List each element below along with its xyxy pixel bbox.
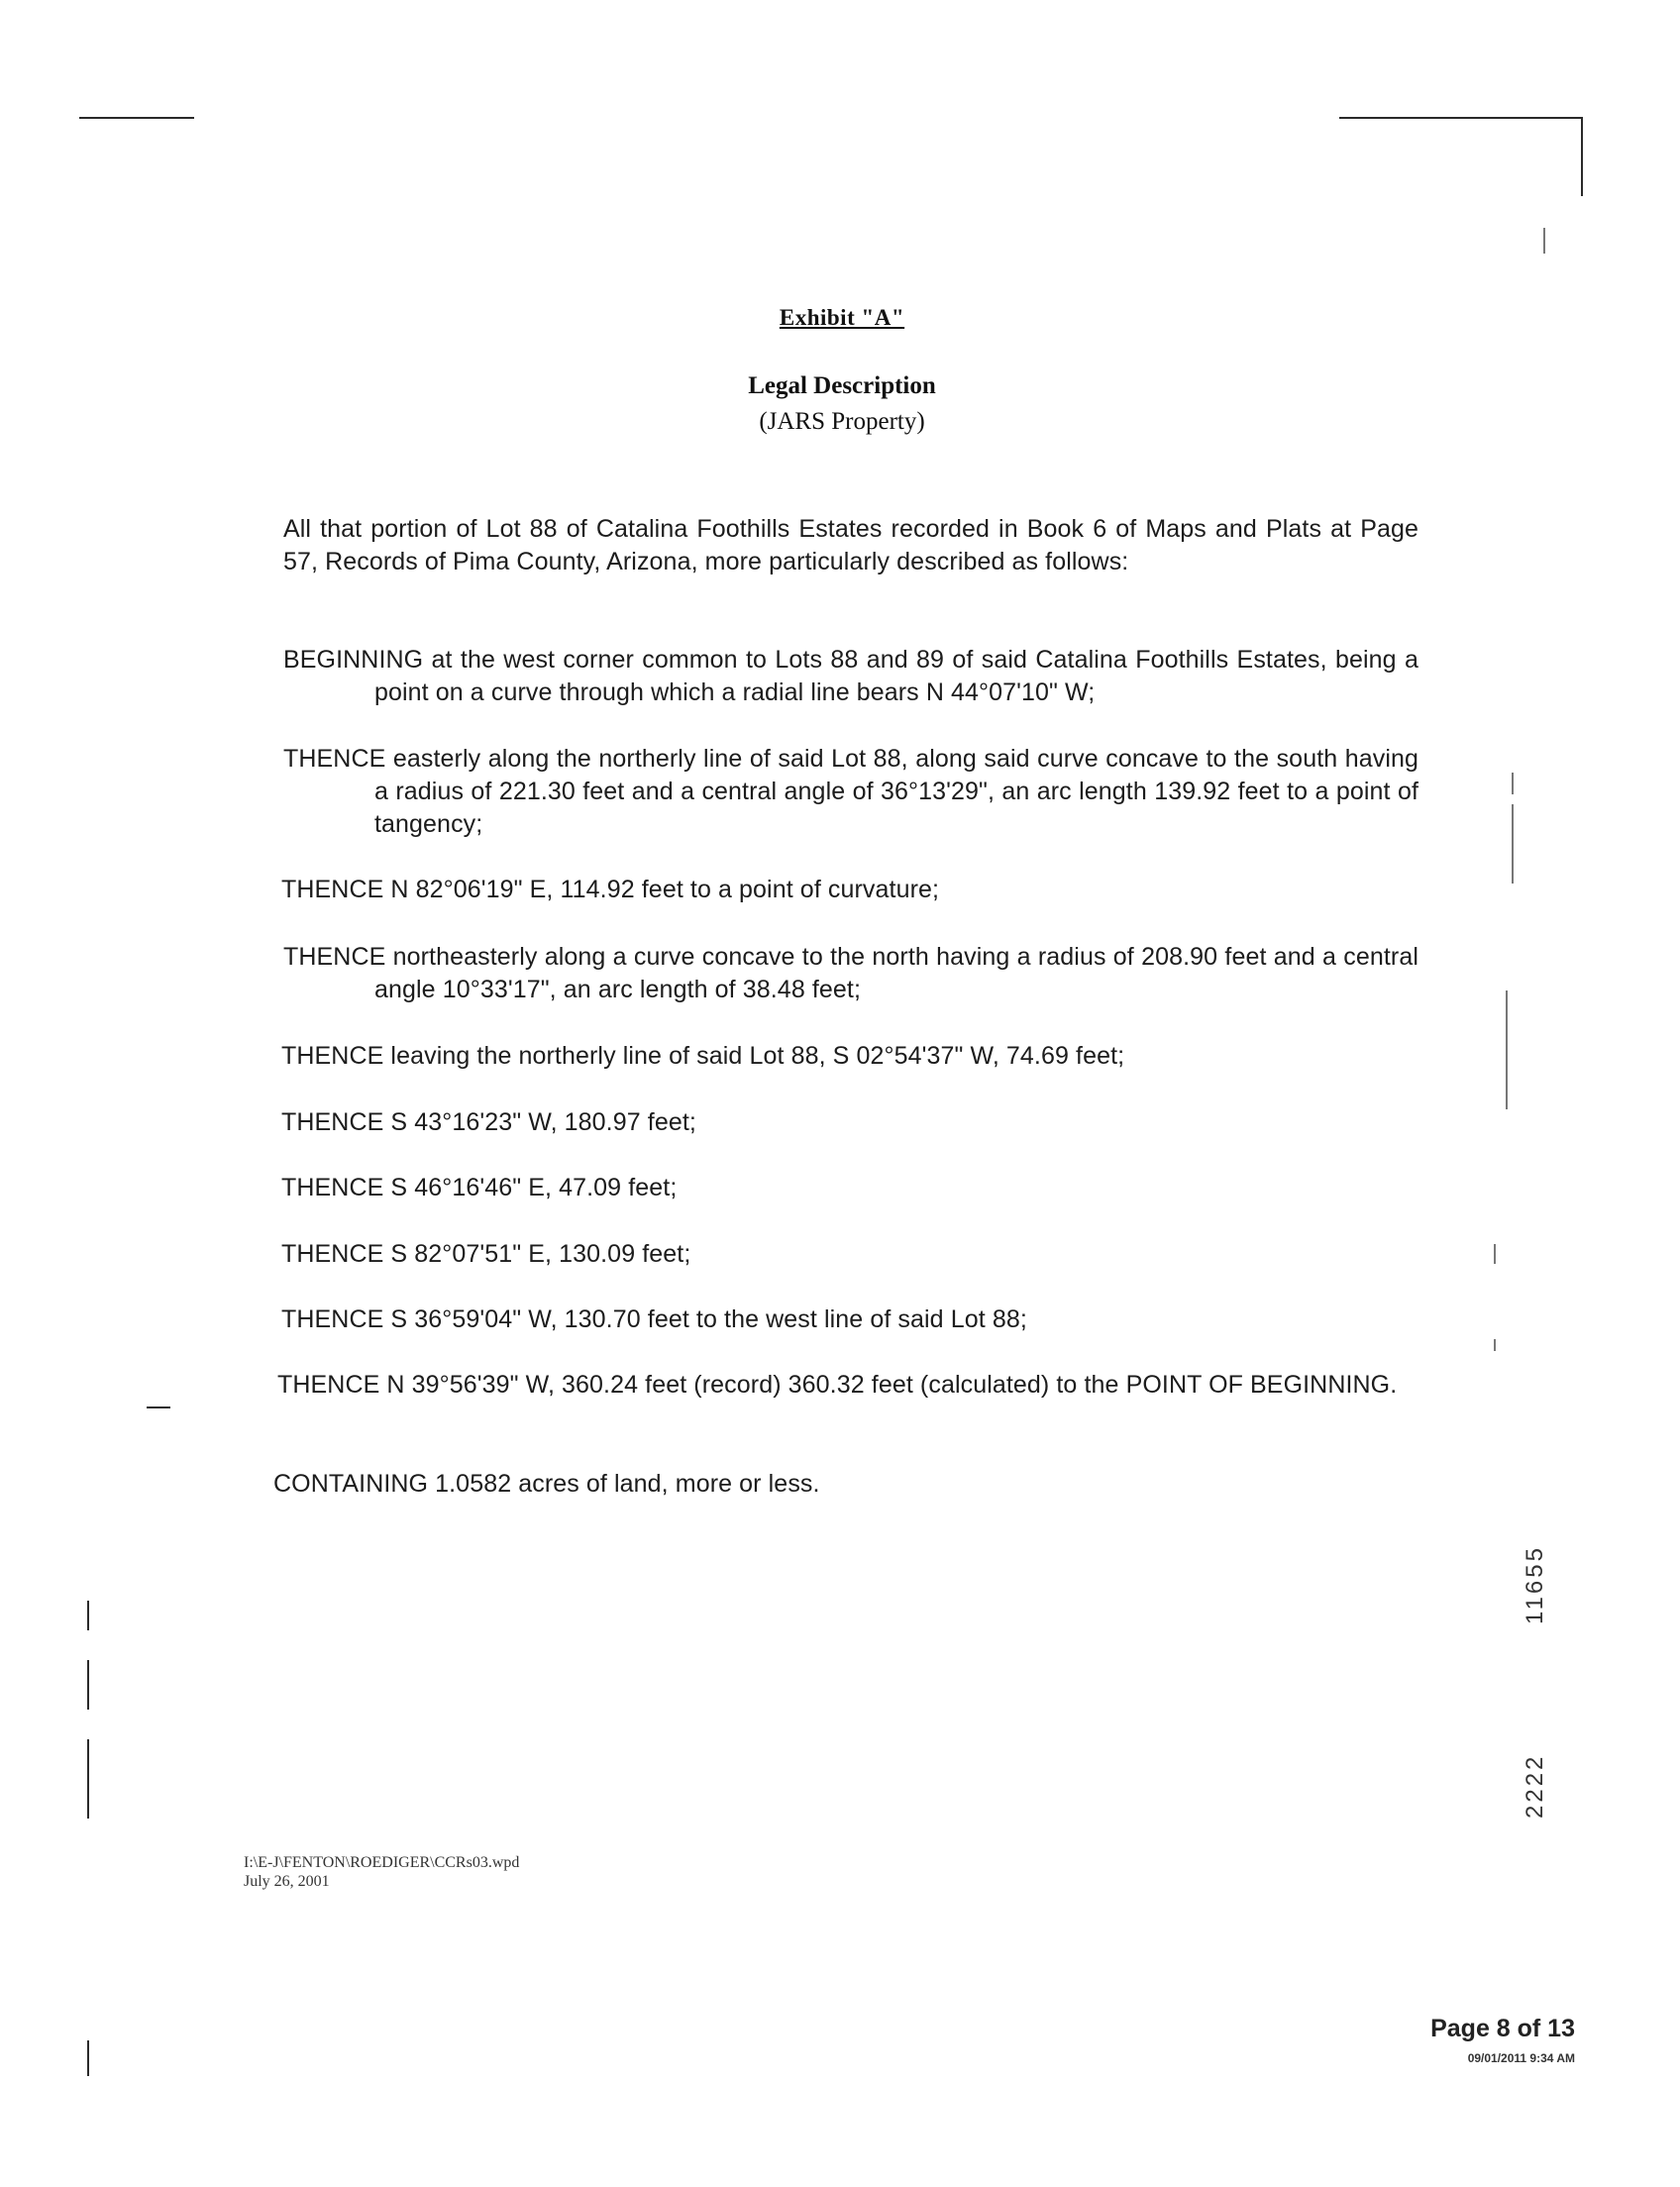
thence-paragraph-8: THENCE S 36°59'04" W, 130.70 feet to the west line of said Lot 88; bbox=[281, 1305, 1027, 1333]
intro-paragraph: All that portion of Lot 88 of Catalina Foothills Estates recorded in Book 6 of Maps and Plats at Page 57, Records of Pima County, Arizona, more particularly described as follows: bbox=[283, 515, 1418, 575]
thence-paragraph-3: THENCE northeasterly along a curve concave to the north having a radius of 208.90 feet and a central angle 10°33'17", an arc length of 38.48 feet; bbox=[283, 943, 1418, 1003]
page-number: Page 8 of 13 bbox=[1430, 2015, 1575, 2042]
file-reference bbox=[244, 1853, 519, 1891]
recording-number-lower: 2222 bbox=[1522, 1753, 1548, 1819]
scan-speck bbox=[1494, 1244, 1496, 1264]
file-path: I:\E-J\FENTON\ROEDIGER\CCRs03.wpd bbox=[244, 1854, 520, 1871]
file-date: July 26, 2001 bbox=[244, 1873, 330, 1890]
exhibit-title: Exhibit "A" bbox=[779, 305, 905, 330]
scan-rule-left-margin-4 bbox=[87, 2040, 89, 2076]
scan-rule-top-right bbox=[1339, 117, 1581, 119]
scan-speck bbox=[1543, 228, 1545, 254]
scan-rule-top-left bbox=[79, 117, 194, 119]
beginning-paragraph: BEGINNING at the west corner common to Lots 88 and 89 of said Catalina Foothills Estates, being a point on a curve through which a radial line bears N 44°07'10" W; bbox=[283, 646, 1418, 706]
thence-paragraph-5: THENCE S 43°16'23" W, 180.97 feet; bbox=[281, 1108, 696, 1136]
document-subtitle: (JARS Property) bbox=[759, 408, 925, 435]
thence-paragraph-9: THENCE N 39°56'39" W, 360.24 feet (record) 360.32 feet (calculated) to the POINT OF BEGINNING. bbox=[277, 1371, 1398, 1399]
scan-speck bbox=[1512, 804, 1514, 884]
scan-rule-left-margin-2 bbox=[87, 1660, 89, 1710]
scan-speck bbox=[1494, 1339, 1496, 1351]
containing-paragraph: CONTAINING 1.0582 acres of land, more or less. bbox=[273, 1470, 820, 1498]
scan-speck bbox=[1506, 990, 1508, 1109]
scan-rule-right-edge bbox=[1581, 117, 1583, 196]
recording-number-upper: 11655 bbox=[1522, 1545, 1548, 1624]
scan-rule-left-margin bbox=[87, 1601, 89, 1630]
thence-paragraph-6: THENCE S 46°16'46" E, 47.09 feet; bbox=[281, 1174, 678, 1201]
thence-paragraph-2: THENCE N 82°06'19" E, 114.92 feet to a point of curvature; bbox=[281, 876, 940, 903]
scan-speck bbox=[1512, 773, 1514, 794]
document-title: Legal Description bbox=[748, 372, 936, 399]
thence-paragraph-7: THENCE S 82°07'51" E, 130.09 feet; bbox=[281, 1240, 691, 1268]
scan-rule-left-mark bbox=[147, 1406, 170, 1408]
scan-rule-left-margin-3 bbox=[87, 1739, 89, 1819]
print-timestamp: 09/01/2011 9:34 AM bbox=[1467, 2051, 1575, 2065]
thence-paragraph-4: THENCE leaving the northerly line of said Lot 88, S 02°54'37" W, 74.69 feet; bbox=[281, 1042, 1125, 1070]
thence-paragraph-1: THENCE easterly along the northerly line of said Lot 88, along said curve concave to the south having a radius of 221.30 feet and a central angle of 36°13'29", an arc length 139.92 feet to a point of tangency; bbox=[283, 745, 1418, 838]
